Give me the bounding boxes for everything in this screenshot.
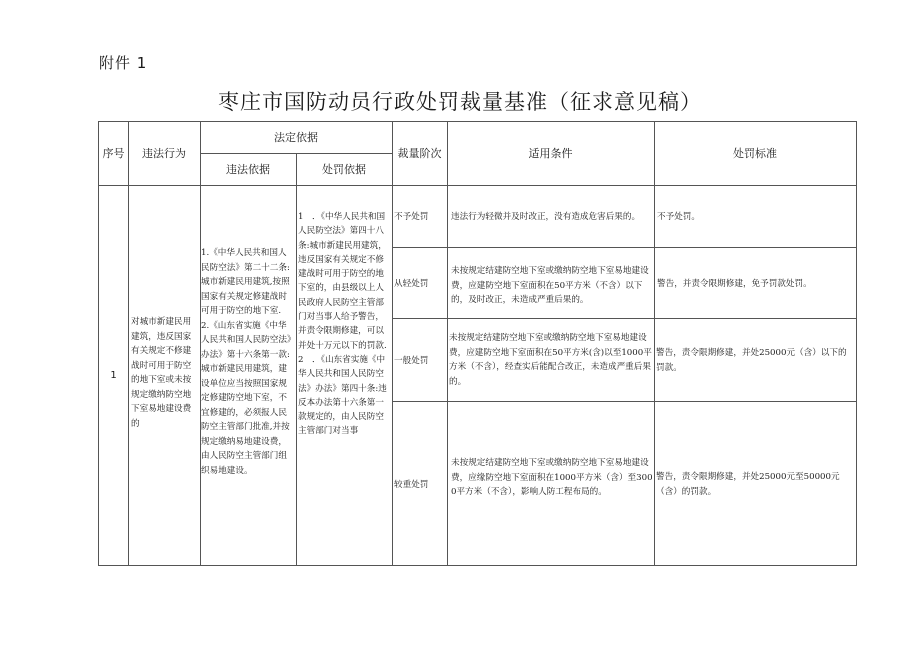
level-standard: 警告，并责令限期修建，免予罚款处罚。 xyxy=(657,279,812,289)
col-divider-3 xyxy=(296,153,297,566)
level-name: 不予处罚 xyxy=(394,212,429,222)
level-standard: 警告，责令限期修建，并处25000元（含）以下的罚款。 xyxy=(656,348,847,373)
level-condition: 未按规定结建防空地下室或缴纳防空地下室易地建设费，应建防空地下室面积在50平方米(含)以至1000平方米（不含），经查实后能配合改正，未造成严重后果的。 xyxy=(449,333,652,387)
header-legal-basis: 法定依据 xyxy=(274,131,318,144)
level-name: 从轻处罚 xyxy=(394,279,429,289)
level-name: 一般处罚 xyxy=(394,356,429,366)
row-violation-basis: 1.《中华人民共和国人民防空法》第二十二条:城市新建民用建筑,按照国家有关规定修建战时可用于防空的地下室. 2.《山东省实施《中华人民共和国人民防空法》办法》第十六条第一款:城市新建民用建筑，建设单位应当按照国家规定修建防空地下室，不宜修建的，必须报人民防空主管部门批准,并按规定缴纳易地建设费，由人民防空主管部门组织易地建设。 xyxy=(201,248,292,476)
level-name: 较重处罚 xyxy=(394,479,429,490)
level-condition: 违法行为轻微并及时改正，没有造成危害后果的。 xyxy=(451,212,641,222)
header-violation: 违法行为 xyxy=(142,147,186,160)
level-condition: 未按规定结建防空地下室或缴纳防空地下室易地建设费，应缘防空地下室面积在1000平方米（含）至3000平方米（不含），影响人防工程布局的。 xyxy=(451,458,653,497)
header-violation-basis: 违法依据 xyxy=(226,163,270,176)
level-divider-3 xyxy=(392,401,857,402)
header-standard: 处罚标准 xyxy=(733,147,777,160)
level-condition: 未按规定结建防空地下室或缴纳防空地下室易地建设费，应建防空地下室面积在50平方米（不含）以下的，及时改正，未造成严重后果的。 xyxy=(451,266,649,305)
level-standard: 警告，责令限期修建，并处25000元至50000元（含）的罚款。 xyxy=(656,472,840,497)
attachment-label: 附件 1 xyxy=(99,54,148,72)
col-divider-5 xyxy=(447,121,448,566)
table-border-right xyxy=(856,121,857,566)
row-violation: 对城市新建民用建筑，违反国家有关规定不修建战时可用于防空的地下室或未按规定缴纳防空地下室易地建设费的 xyxy=(131,317,192,429)
row-seq: 1 xyxy=(110,369,117,381)
header-conditions: 适用条件 xyxy=(528,147,573,160)
page-title: 枣庄市国防动员行政处罚裁量基准（征求意见稿） xyxy=(218,90,702,114)
header-seq: 序号 xyxy=(102,147,125,160)
row-penalty-basis: 1 ．《中华人民共和国人民防空法》第四十八条:城市新建民用建筑，违反国家有关规定不修建战时可用于防空的地下室的，由县级以上人民政府人民防空主管部门对当事人给予警告，并责令限期修建，可以并处十万元以下的罚款. 2 ．《山东省实施《中华人民共和国人民防空法》办法》第四十条:违反本办法第十六条第一款规定的，由人民防空主管部门对当事 xyxy=(298,212,387,437)
level-divider-2 xyxy=(392,318,857,319)
header-level: 裁量阶次 xyxy=(397,147,442,160)
level-standard: 不予处罚。 xyxy=(657,212,700,222)
table-border-bottom xyxy=(98,565,857,566)
header-penalty-basis: 处罚依据 xyxy=(322,163,366,176)
